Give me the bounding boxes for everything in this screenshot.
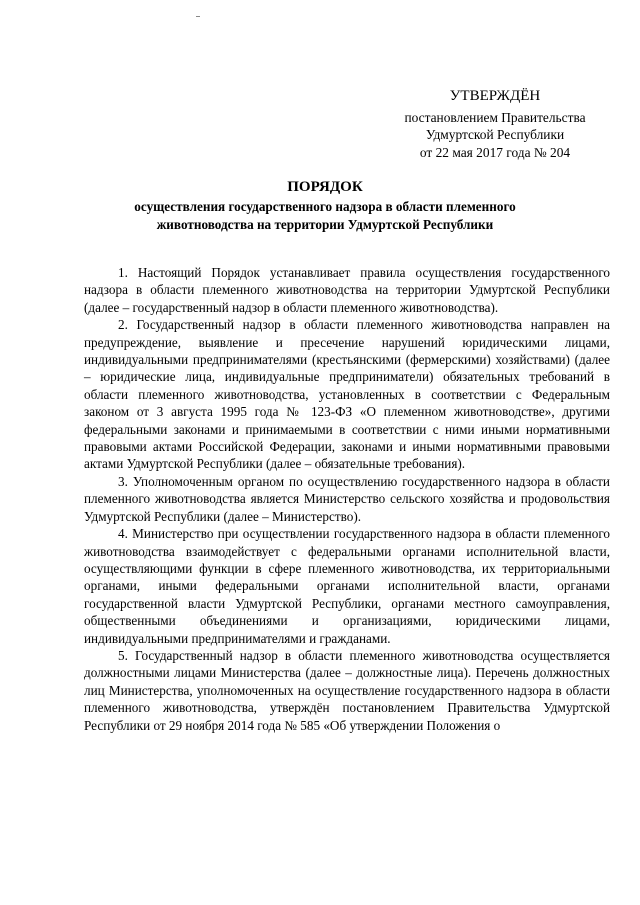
title-subtitle: животноводства на территории Удмуртской Республики bbox=[156, 217, 494, 232]
approval-line: Удмуртской Республики bbox=[425, 127, 565, 142]
document-title bbox=[80, 178, 570, 234]
paragraph-3: 3. Уполномоченным органом по осуществлению государственного надзора в области племенного животноводства является Министерство сельского хозяйства и продовольствия Удмуртской Республики (далее – Министерство). bbox=[84, 473, 610, 524]
title-main: ПОРЯДОК bbox=[287, 179, 363, 195]
approval-line: постановлением Правительства bbox=[404, 109, 586, 125]
scan-mark bbox=[196, 16, 200, 17]
approval-line: от 22 мая 2017 года № 204 bbox=[419, 144, 571, 160]
paragraph-5: 5. Государственный надзор в области племенного животноводства осуществляется должностными лицами Министерства (далее – должностные лица). Перечень должностных лиц Министерства, уполномоченных на осуществление государственного надзора в области племенного животноводства, утверждён постановлением Правительства Удмуртской Республики от 29 ноября 2014 года № 585 «Об утверждении Положения о bbox=[84, 647, 610, 733]
approval-heading: УТВЕРЖДЁН bbox=[449, 88, 541, 104]
title-subtitle: осуществления государственного надзора в области племенного bbox=[134, 199, 516, 214]
document-body bbox=[84, 264, 610, 734]
paragraph-1: 1. Настоящий Порядок устанавливает правила осуществления государственного надзора в области племенного животноводства на территории Удмуртской Республики (далее – государственный надзор в области племенного животноводства). bbox=[84, 265, 610, 315]
paragraph-4: 4. Министерство при осуществлении государственного надзора в области племенного животноводства взаимодействует с федеральными органами исполнительной власти, осуществляющими функции в сфере племенного животноводства, их территориальными органами, иными федеральными органами исполнительной власти, органами государственной власти Удмуртской Республики, органами местного самоуправления, общественными объединениями и организациями, юридическими лицами, индивидуальными предпринимателями и гражданами. bbox=[84, 526, 610, 646]
approval-stamp bbox=[360, 88, 630, 161]
paragraph-2: 2. Государственный надзор в области племенного животноводства направлен на предупреждение, выявление и пресечение нарушений юридическими лицами, индивидуальными предпринимателями (крестьянскими (фермерскими) хозяйствами) (далее – юридические лица, индивидуальные предприниматели) обязательных требований в области племенного животноводства, установленных в соответствии с Федеральным законом от 3 августа 1995 года № 123-ФЗ «О племенном животноводстве», другими федеральными законами и принимаемыми в соответствии с ними иными нормативными правовыми актами Российской Федерации, законами и иными нормативными правовыми актами Удмуртской Республики (далее – обязательные требования). bbox=[84, 317, 610, 472]
